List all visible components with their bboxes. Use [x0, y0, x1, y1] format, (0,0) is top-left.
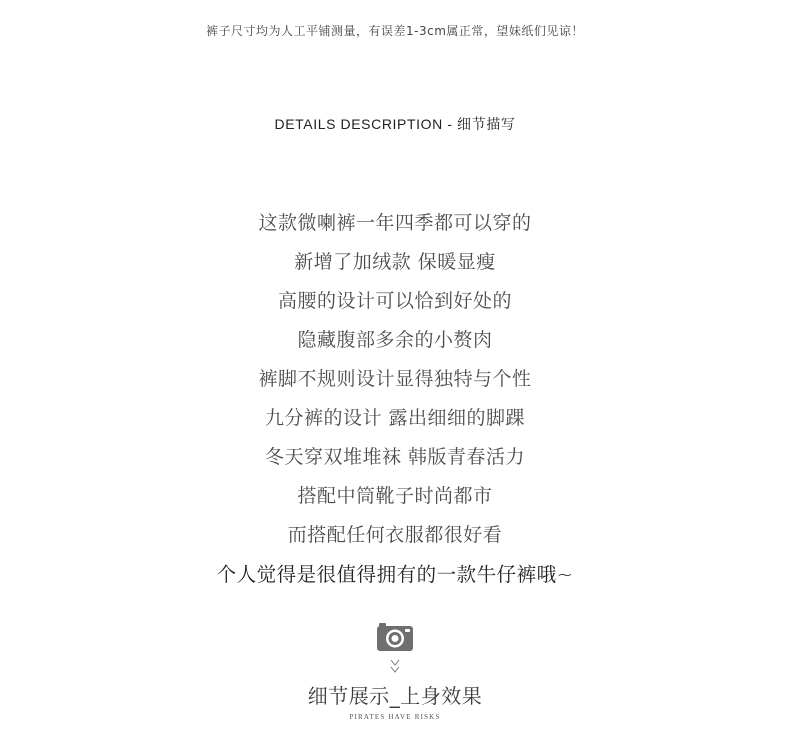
description-line: 新增了加绒款 保暖显瘦: [294, 251, 496, 273]
gallery-subtitle: PIRATES HAVE RISKS: [349, 713, 441, 721]
description-line-closing: 个人觉得是很值得拥有的一款牛仔裤哦~: [216, 563, 574, 586]
section-heading: DETAILS DESCRIPTION - 细节描写: [274, 116, 516, 132]
chevron-down-icon: [389, 658, 401, 676]
description-line: 高腰的设计可以恰到好处的: [277, 290, 512, 312]
description-line: 而搭配任何衣服都很好看: [287, 524, 503, 546]
description-line: 这款微喇裤一年四季都可以穿的: [258, 212, 532, 234]
description-line: 隐藏腹部多余的小赘肉: [297, 329, 493, 351]
description-line: 九分裤的设计 露出细细的脚踝: [264, 407, 526, 429]
measurement-notice: 裤子尺寸均为人工平铺测量，有误差1-3cm属正常，望妹纸们见谅！: [206, 24, 584, 38]
description-line: 搭配中筒靴子时尚都市: [297, 485, 493, 507]
gallery-title: 细节展示_上身效果: [307, 684, 483, 708]
description-line: 冬天穿双堆堆袜 韩版青春活力: [264, 446, 526, 468]
description-line: 裤脚不规则设计显得独特与个性: [258, 368, 532, 390]
camera-icon: [376, 621, 414, 653]
description-list: [0, 204, 790, 594]
